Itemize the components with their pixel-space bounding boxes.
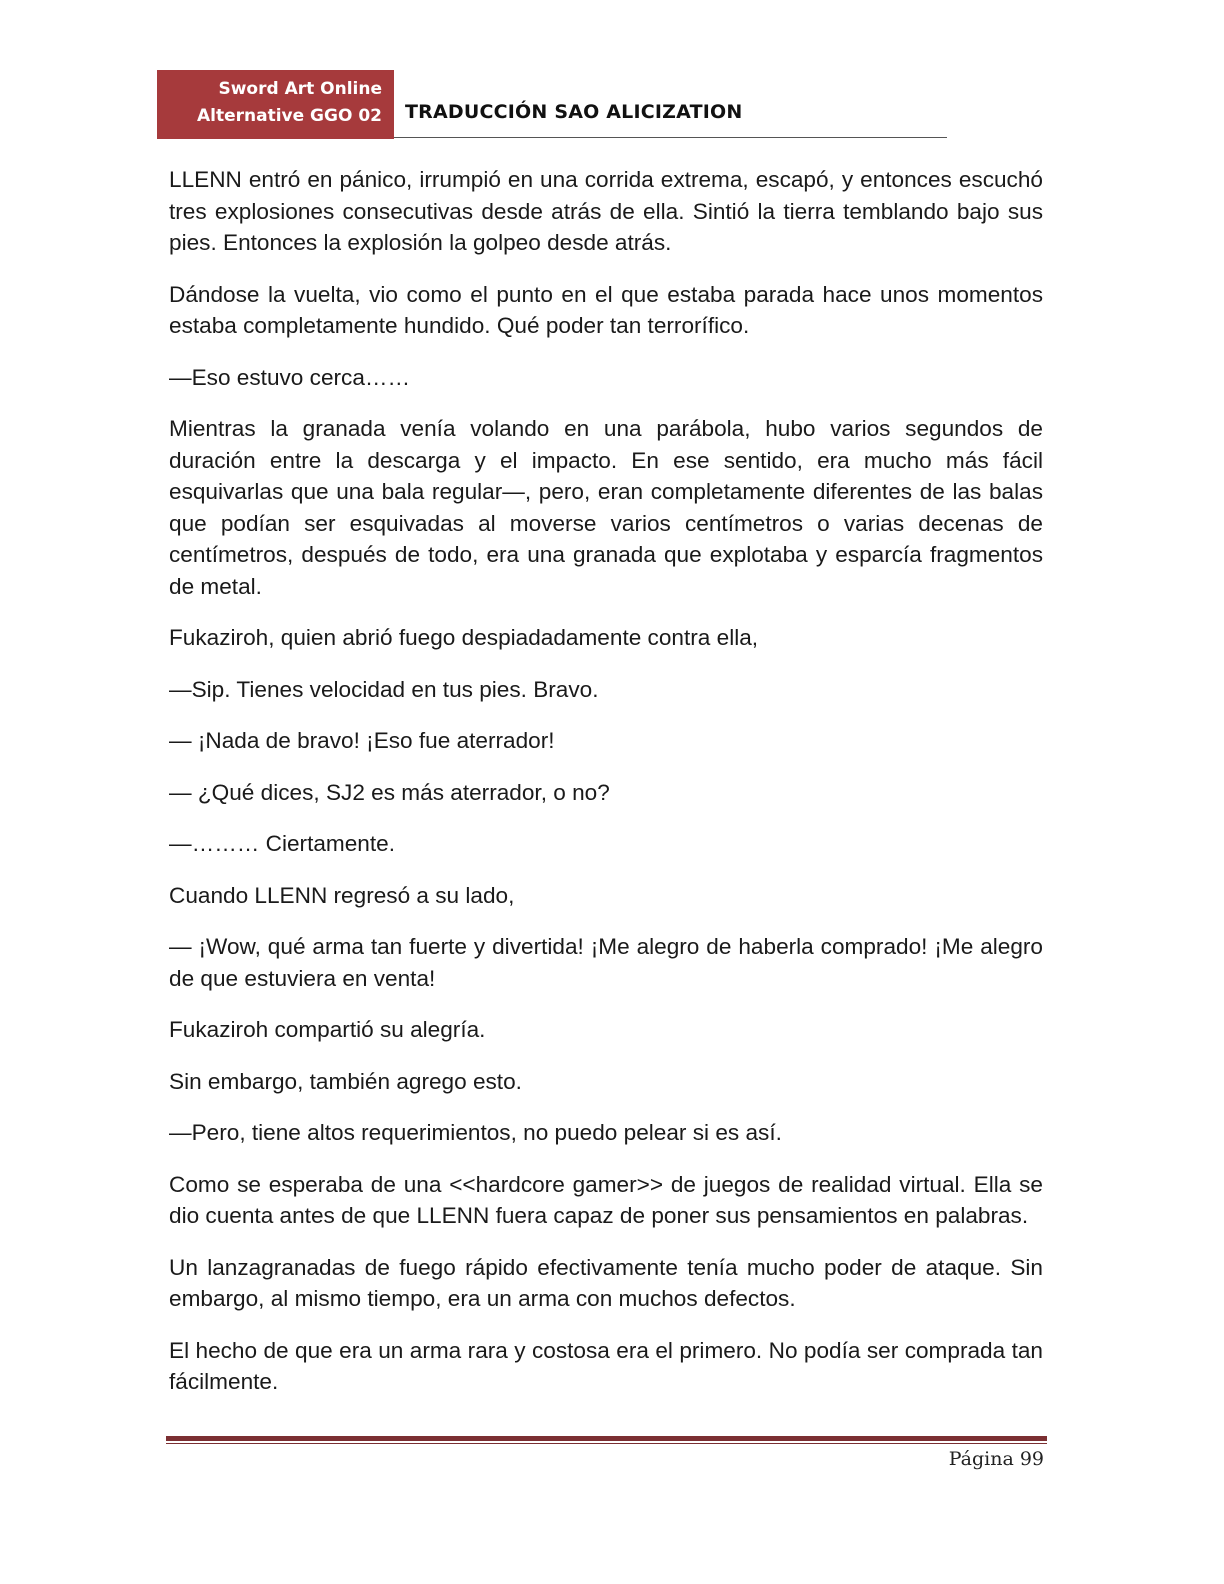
paragraph: Fukaziroh, quien abrió fuego despiadadamente contra ella,	[169, 625, 759, 650]
paragraph: —Sip. Tienes velocidad en tus pies. Bravo.	[169, 676, 599, 702]
header-series-box	[157, 70, 394, 139]
paragraph: Cuando LLENN regresó a su lado,	[169, 882, 515, 908]
paragraph: —……… Ciertamente.	[169, 831, 395, 856]
paragraph: El hecho de que era un arma rara y costosa era el primero. No podía ser comprada tan fácilmente.	[169, 1337, 1043, 1394]
paragraph: Mientras la granada venía volando en una parábola, hubo varios segundos de duración entre la descarga y el impacto. En ese sentido, era mucho más fácil esquivarlas que una bala regular—, pero, eran completamente diferentes de las balas que podían ser esquivadas al moverse varios centímetros o varias decenas de centímetros, después de todo, era una granada que explotaba y esparcía fragmentos de metal.	[169, 416, 1043, 599]
paragraph: —Eso estuvo cerca……	[169, 364, 411, 390]
paragraph: Fukaziroh compartió su alegría.	[169, 1017, 486, 1042]
paragraph: — ¡Wow, qué arma tan fuerte y divertida! ¡Me alegro de haberla comprado! ¡Me alegro de que estuviera en venta!	[169, 934, 1043, 991]
page-number: Página 99	[948, 1448, 1044, 1470]
footer-rule-thick	[166, 1436, 1047, 1441]
header-title: TRADUCCIÓN SAO ALICIZATION	[405, 101, 743, 123]
paragraph: Un lanzagranadas de fuego rápido efectivamente tenía mucho poder de ataque. Sin embargo, al mismo tiempo, era un arma con muchos defectos.	[169, 1254, 1043, 1311]
paragraph: LLENN entró en pánico, irrumpió en una corrida extrema, escapó, y entonces escuchó tres explosiones consecutivas desde atrás de ella. Sintió la tierra temblando bajo sus pies. Entonces la explosión la golpeo desde atrás.	[169, 167, 1043, 255]
footer-rule-thin	[166, 1443, 1047, 1444]
header-series-line1: Sword Art Online	[218, 79, 382, 99]
paragraph: — ¿Qué dices, SJ2 es más aterrador, o no?	[169, 779, 610, 805]
paragraph: — ¡Nada de bravo! ¡Eso fue aterrador!	[169, 728, 555, 753]
page-body	[169, 164, 1043, 1418]
header-series-line2: Alternative GGO 02	[196, 106, 382, 126]
paragraph: Sin embargo, también agrego esto.	[169, 1068, 522, 1094]
header-divider	[394, 137, 947, 138]
paragraph: Dándose la vuelta, vio como el punto en el que estaba parada hace unos momentos estaba completamente hundido. Qué poder tan terrorífico.	[169, 281, 1043, 338]
paragraph: —Pero, tiene altos requerimientos, no puedo pelear si es así.	[169, 1120, 782, 1145]
paragraph: Como se esperaba de una <<hardcore gamer>> de juegos de realidad virtual. Ella se dio cuenta antes de que LLENN fuera capaz de poner sus pensamientos en palabras.	[169, 1171, 1043, 1228]
